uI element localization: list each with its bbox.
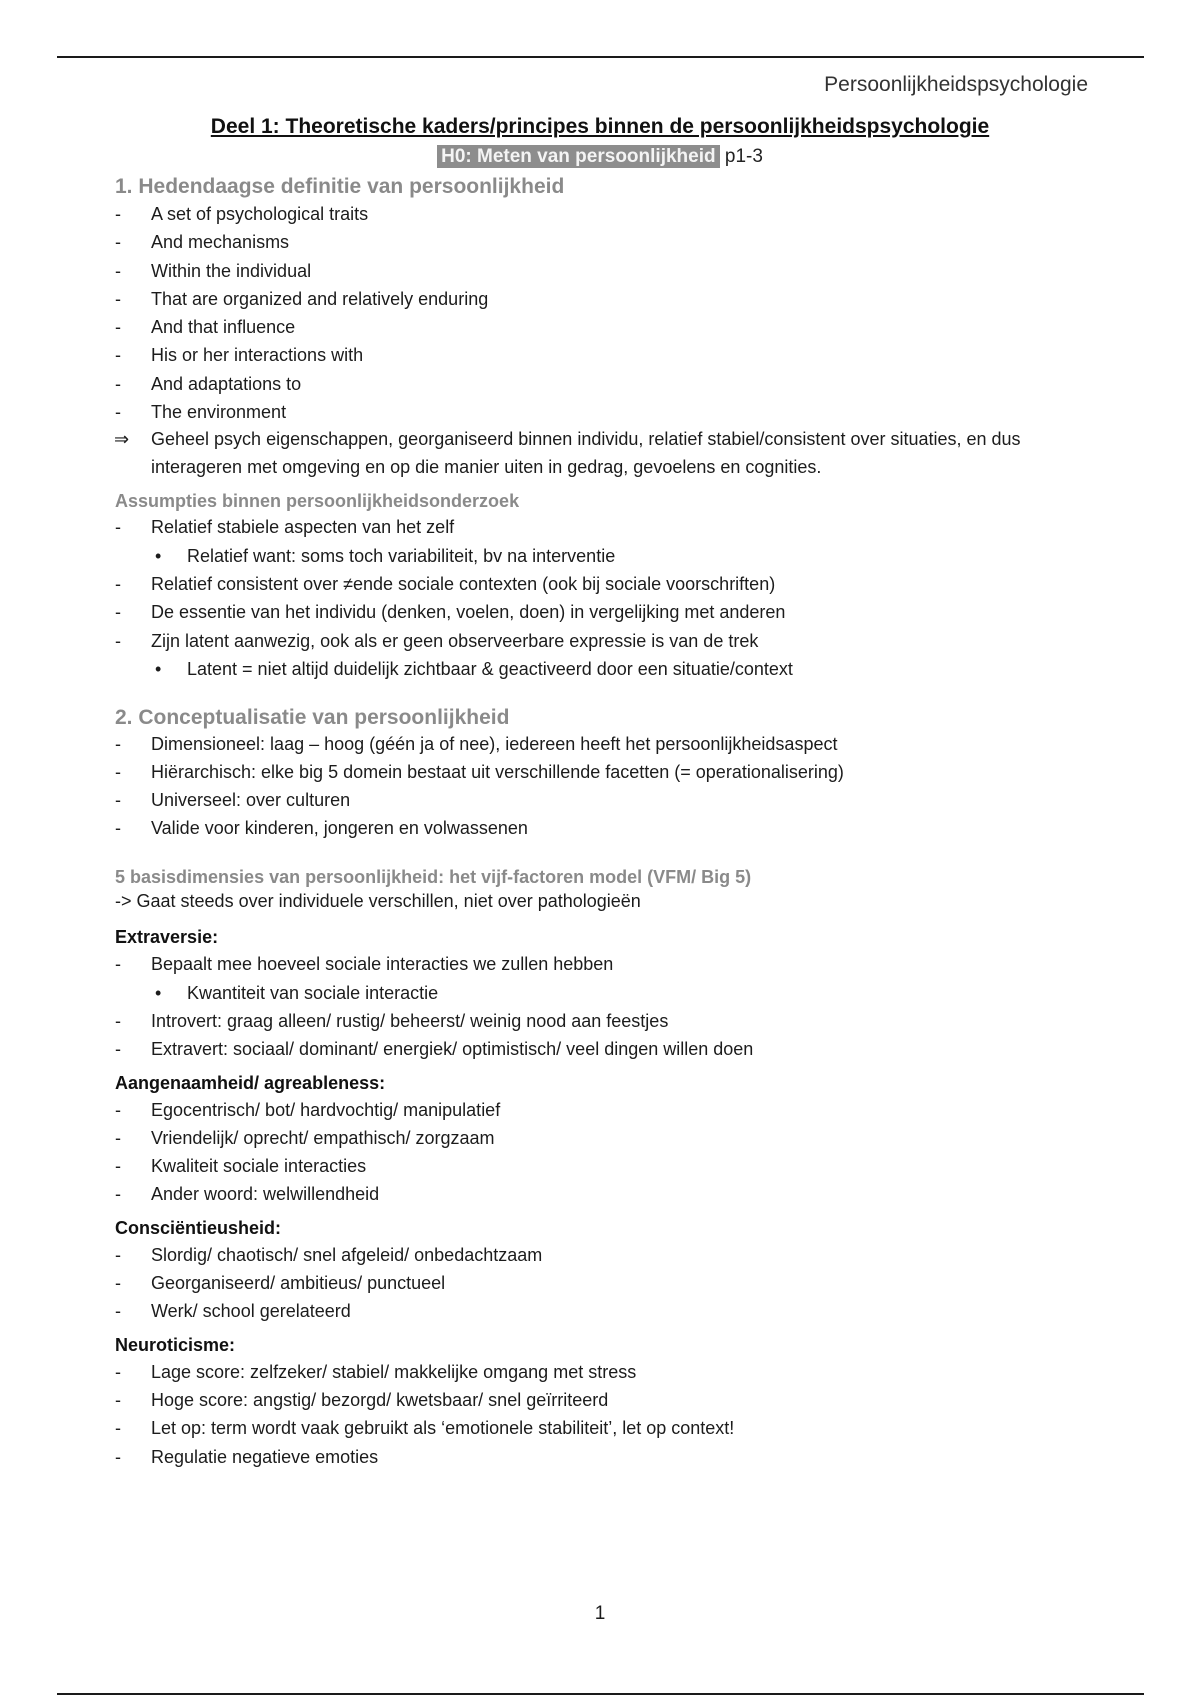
chapter-highlight: H0: Meten van persoonlijkheid (437, 145, 720, 168)
list-item: - De essentie van het individu (denken, voelen, doen) in vergelijking met anderen (115, 598, 1075, 626)
neuroticism-list (115, 1358, 1075, 1471)
extraversion-list (115, 950, 1075, 1063)
assumptions-list (115, 513, 1075, 683)
conscientiousness-list (115, 1241, 1075, 1326)
sub-list-item: • Relatief want: soms toch variabiliteit, bv na interventie (115, 542, 1075, 570)
section-2-title: 2. Conceptualisatie van persoonlijkheid (115, 706, 510, 730)
list-item: - Egocentrisch/ bot/ hardvochtig/ manipulatief (115, 1096, 1075, 1124)
list-item: - Relatief consistent over ≠ende sociale contexten (ook bij sociale voorschriften) (115, 570, 1075, 598)
top-rule (57, 56, 1144, 58)
big5-title: 5 basisdimensies van persoonlijkheid: het vijf-factoren model (VFM/ Big 5) (115, 867, 752, 888)
list-item: - Within the individual (115, 257, 1075, 285)
list-item: - Let op: term wordt vaak gebruikt als ‘emotionele stabiliteit’, let op context! (115, 1414, 1075, 1442)
list-item: - Bepaalt mee hoeveel sociale interacties we zullen hebben (115, 950, 1075, 978)
list-item: - Extravert: sociaal/ dominant/ energiek/ optimistisch/ veel dingen willen doen (115, 1035, 1075, 1063)
list-item: - Zijn latent aanwezig, ook als er geen observeerbare expressie is van de trek (115, 627, 1075, 655)
sub-list-item: • Latent = niet altijd duidelijk zichtbaar & geactiveerd door een situatie/context (115, 655, 1075, 683)
document-body (115, 174, 1075, 1471)
big5-note: -> Gaat steeds over individuele verschillen, niet over pathologieën (115, 891, 641, 912)
list-item: - Hoge score: angstig/ bezorgd/ kwetsbaar/ snel geïrriteerd (115, 1386, 1075, 1414)
list-item: - Kwaliteit sociale interacties (115, 1152, 1075, 1180)
list-item: - His or her interactions with (115, 341, 1075, 369)
list-item: - Dimensioneel: laag – hoog (géén ja of nee), iedereen heeft het persoonlijkheidsaspect (115, 731, 1075, 759)
list-item: - That are organized and relatively enduring (115, 285, 1075, 313)
list-item: - Georganiseerd/ ambitieus/ punctueel (115, 1269, 1075, 1297)
list-item: - And that influence (115, 313, 1075, 341)
list-item: - Ander woord: welwillendheid (115, 1180, 1075, 1208)
list-item: - Universeel: over culturen (115, 787, 1075, 815)
list-item: - Lage score: zelfzeker/ stabiel/ makkelijke omgang met stress (115, 1358, 1075, 1386)
list-item: - And adaptations to (115, 370, 1075, 398)
conclusion-item: ⇒ Geheel psych eigenschappen, georganiseerd binnen individu, relatief stabiel/consistent over situaties, en dus interageren met omgeving en op die manier uiten in gedrag, gevoelens en cognities. (115, 426, 1075, 481)
chapter-heading (0, 146, 1200, 168)
list-item: - Vriendelijk/ oprecht/ empathisch/ zorgzaam (115, 1124, 1075, 1152)
running-header: Persoonlijkheidspsychologie (824, 73, 1088, 96)
extraversion-title: Extraversie: (115, 927, 219, 948)
neuroticism-title: Neuroticisme: (115, 1334, 236, 1355)
agreeableness-list (115, 1096, 1075, 1209)
chapter-pages: p1-3 (724, 146, 763, 167)
list-item: - Slordig/ chaotisch/ snel afgeleid/ onbedachtzaam (115, 1241, 1075, 1269)
list-item: - Werk/ school gerelateerd (115, 1297, 1075, 1325)
conscientiousness-title: Consciëntieusheid: (115, 1217, 282, 1238)
bottom-rule (57, 1693, 1144, 1695)
list-item: - Regulatie negatieve emoties (115, 1443, 1075, 1471)
agreeableness-title: Aangenaamheid/ agreableness: (115, 1072, 386, 1093)
sub-list-item: • Kwantiteit van sociale interactie (115, 979, 1075, 1007)
section-1-title: 1. Hedendaagse definitie van persoonlijkheid (115, 175, 565, 198)
list-item: - The environment (115, 398, 1075, 426)
list-item: - Introvert: graag alleen/ rustig/ beheerst/ weinig nood aan feestjes (115, 1007, 1075, 1035)
page-number: 1 (594, 1603, 606, 1624)
page-title: Deel 1: Theoretische kaders/principes binnen de persoonlijkheidspsychologie (210, 115, 990, 138)
definition-list (115, 200, 1075, 481)
list-item: - Relatief stabiele aspecten van het zelf (115, 513, 1075, 541)
list-item: - Hiërarchisch: elke big 5 domein bestaat uit verschillende facetten (= operationalisering) (115, 759, 1075, 787)
assumptions-title: Assumpties binnen persoonlijkheidsonderzoek (115, 491, 520, 512)
list-item: - Valide voor kinderen, jongeren en volwassenen (115, 815, 1075, 843)
list-item: - A set of psychological traits (115, 200, 1075, 228)
conceptualization-list (115, 731, 1075, 842)
list-item: - And mechanisms (115, 228, 1075, 256)
